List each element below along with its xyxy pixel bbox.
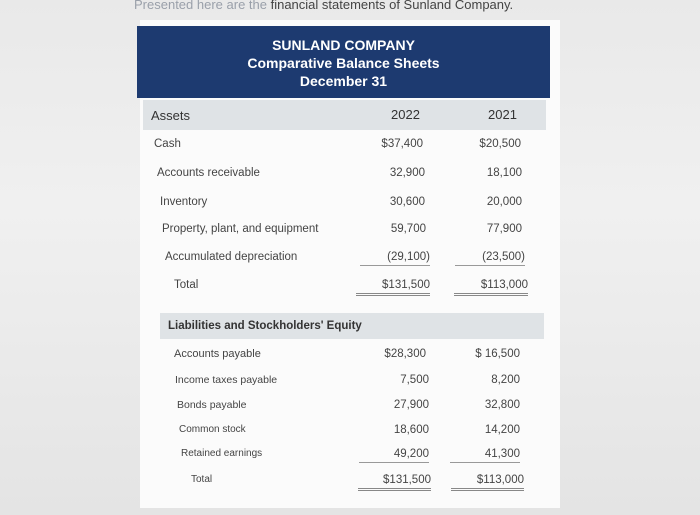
row-label: Common stock [179,424,246,435]
row-label: Accounts payable [174,348,261,360]
value-2021: 77,900 [486,223,522,235]
row-label: Retained earnings [181,448,263,459]
value-2021: $113,000 [451,474,524,491]
value-2022: $131,500 [358,474,431,491]
value-2022: $37,400 [381,138,423,150]
table-row [0,138,700,158]
value-2022: 59,700 [390,223,426,235]
table-row [0,167,700,187]
table-row [0,196,700,216]
value-2021: 18,100 [486,167,522,179]
statement-date: December 31 [299,73,388,89]
table-row [0,474,700,494]
intro-text-main: financial statements of Sunland Company. [266,0,514,12]
value-2021: 20,000 [486,196,522,208]
liabilities-label: Liabilities and Stockholders' Equity [168,320,362,332]
intro-text-faded: Presented here are the [134,0,267,12]
value-2022: $131,500 [356,279,430,296]
table-row [0,448,700,468]
value-2022: 7,500 [400,374,429,386]
table-row [0,348,700,368]
row-label: Cash [154,138,181,150]
assets-label: Assets [151,108,191,123]
table-row [0,399,700,419]
value-2022: 18,600 [393,424,429,436]
row-label: Income taxes payable [175,374,278,386]
row-label: Bonds payable [177,399,247,411]
value-2022: $28,300 [384,348,426,360]
row-label: Total [174,279,199,291]
value-2021: $ 16,500 [475,348,520,360]
statement-title: Comparative Balance Sheets [247,55,440,71]
row-label: Property, plant, and equipment [162,223,319,235]
intro-text [134,0,513,12]
liabilities-section-header [160,313,544,339]
table-row [0,223,700,243]
year-2022-label: 2022 [391,107,420,122]
value-2022: 49,200 [359,448,429,463]
assets-column-header [143,100,546,130]
value-2022: 32,900 [389,167,425,179]
table-row [0,424,700,444]
value-2021: (23,500) [455,251,525,266]
value-2021: 14,200 [484,424,520,436]
row-label: Inventory [160,196,208,208]
value-2021: 41,300 [450,448,520,463]
value-2022: 27,900 [393,399,429,411]
row-label: Accounts receivable [157,167,260,179]
table-row [0,374,700,394]
company-name: SUNLAND COMPANY [272,37,415,53]
value-2022: 30,600 [389,196,425,208]
value-2022: (29,100) [360,251,430,266]
value-2021: 32,800 [484,399,520,411]
year-2021-label: 2021 [488,107,517,122]
value-2021: 8,200 [491,374,520,386]
value-2021: $113,000 [454,279,528,296]
statement-header [137,26,550,98]
row-label: Total [191,474,213,485]
value-2021: $20,500 [479,138,521,150]
row-label: Accumulated depreciation [165,251,298,263]
table-row [0,251,700,271]
table-row [0,279,700,299]
